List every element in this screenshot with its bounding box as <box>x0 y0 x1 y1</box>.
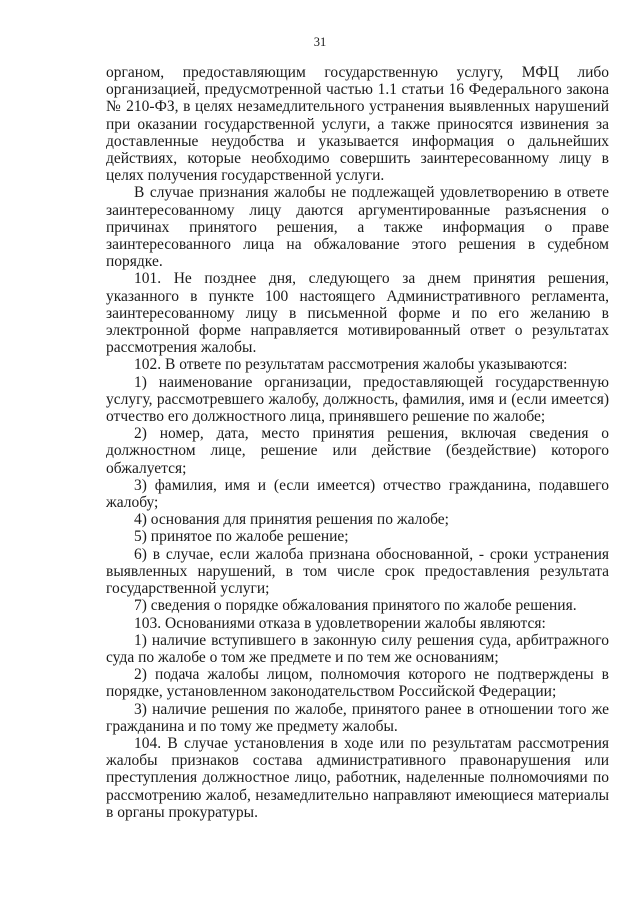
list-item-102-3: 3) фамилия, имя и (если имеется) отчество гражданина, подавшего жалобу; <box>106 476 609 512</box>
paragraph-continuation: органом, предоставляющим государственную услугу, МФЦ либо организацией, предусмотренной частью 1.1 статьи 16 Федерального закона № 210-ФЗ, в целях незамедлительного устранения выявленных нарушений при оказании государственной услуги, а также приносятся извинения за доставленные неудобства и указывается информация о дальнейших действиях, которые необходимо совершить заинтересованному лицу в целях получения государственной услуги. <box>106 64 609 185</box>
list-item-102-5: 5) принятое по жалобе решение; <box>134 528 349 546</box>
paragraph-103: 103. Основаниями отказа в удовлетворении жалобы являются: <box>134 614 546 632</box>
page-number: 31 <box>313 35 327 49</box>
list-item-103-2: 2) подача жалобы лицом, полномочия которого не подтверждены в порядке, установленном законодательством Российской Федерации; <box>106 666 609 701</box>
paragraph-104: 104. В случае установления в ходе или по результатам рассмотрения жалобы признаков состава административного правонарушения или преступления должностное лицо, работник, наделенные полномочиями по рассмотрению жалоб, незамедлительно направляют имеющиеся материалы в органы прокуратуры. <box>106 734 609 821</box>
list-item-102-7: 7) сведения о порядке обжалования принятого по жалобе решения. <box>134 597 577 615</box>
paragraph-rejection-clause: В случае признания жалобы не подлежащей удовлетворению в ответе заинтересованному лицу даются аргументированные разъяснения о причинах принятого решения, а также информация о праве заинтересованного лица на обжалование этого решения в судебном порядке. <box>106 184 609 271</box>
list-item-102-6: 6) в случае, если жалоба признана обоснованной, - сроки устранения выявленных нарушений, в том числе срок предоставления результата государственной услуги; <box>106 545 609 598</box>
list-item-102-2: 2) номер, дата, место принятия решения, включая сведения о должностном лице, решение или действие (бездействие) которого обжалуется; <box>106 425 609 477</box>
list-item-102-4: 4) основания для принятия решения по жалобе; <box>134 511 449 529</box>
paragraph-102: 102. В ответе по результатам рассмотрения жалобы указываются: <box>134 356 568 374</box>
list-item-102-1: 1) наименование организации, предоставляющей государственную услугу, рассмотревшего жалобу, должность, фамилия, имя и (если имеется) отчество его должностного лица, принявшего решение по жалобе; <box>106 373 609 426</box>
document-body <box>106 64 609 821</box>
list-item-103-1: 1) наличие вступившего в законную силу решения суда, арбитражного суда по жалобе о том же предмете и по тем же основаниям; <box>106 631 609 666</box>
paragraph-101: 101. Не позднее дня, следующего за днем принятия решения, указанного в пункте 100 настоящего Административного регламента, заинтересованному лицу в письменной форме и по его желанию в электронной форме направляется мотивированный ответ о результатах рассмотрения жалобы. <box>106 270 609 357</box>
list-item-103-3: 3) наличие решения по жалобе, принятого ранее в отношении того же гражданина и по тому же предмету жалобы. <box>106 700 609 735</box>
